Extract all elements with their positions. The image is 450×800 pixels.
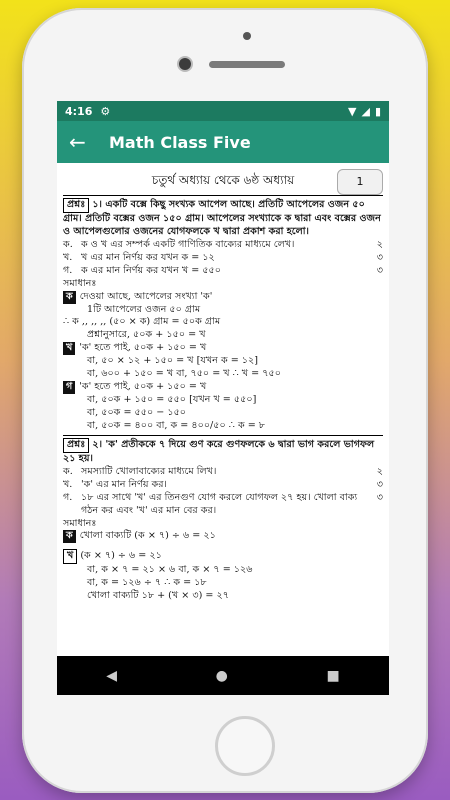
battery-icon: ▮ <box>374 104 381 118</box>
navigation-bar <box>57 656 389 695</box>
app-bar <box>57 121 389 163</box>
sensor-dot <box>243 32 251 40</box>
solution-line: বা, ৫০ × ১২ + ১৫০ = খ [যখন ক = ১২] <box>87 355 259 367</box>
solution-2-b <box>63 549 383 603</box>
status-time: 4:16 <box>65 104 93 118</box>
solution-line: খোলা বাক্যটি ১৮ + (খ × ৩) = ২৭ <box>87 590 229 602</box>
page-number-box[interactable] <box>337 169 383 195</box>
part-marks: ২ <box>376 238 383 250</box>
part-marks: ৩ <box>376 478 383 490</box>
chapter-header <box>63 169 383 191</box>
solution-line: বা, ৫০ক + ১৫০ = ৫৫০ [যখন খ = ৫৫০] <box>87 394 257 406</box>
part-marks: ৩ <box>376 491 383 503</box>
solution-line: বা, ক = ১২৬ ÷ ৭ ∴ ক = ১৮ <box>87 577 207 589</box>
part-marks: ৩ <box>376 251 383 263</box>
part-label: খ. <box>63 251 73 263</box>
solution-line: প্রশ্নানুসারে, ৫০ক + ১৫০ = খ <box>87 329 206 341</box>
solution-tag: ক <box>63 291 76 304</box>
question-2 <box>63 435 383 466</box>
wifi-icon: ▼ <box>348 104 357 118</box>
solution-line: 1টি আপেলের ওজন ৫০ গ্রাম <box>87 303 201 315</box>
question-1-parts <box>63 239 383 278</box>
part-label: গ. <box>63 264 73 276</box>
solution-2-a <box>63 530 383 543</box>
solution-line: 'ক' হতে পাই, ৫০ক + ১৫০ = খ <box>79 342 207 354</box>
solution-1-c <box>63 381 383 433</box>
solution-line: বা, ৫০ক = ৪০০ বা, ক = ৪০০/৫০ ∴ ক = ৮ <box>87 419 266 431</box>
screen <box>57 101 389 695</box>
app-title: Math Class Five <box>109 132 251 152</box>
document-page[interactable] <box>57 163 389 656</box>
earpiece-speaker <box>209 61 285 68</box>
question-part <box>63 479 383 492</box>
question-badge: প্রশ্নঃ <box>63 438 89 453</box>
front-camera <box>179 58 191 70</box>
question-part <box>63 492 383 518</box>
question-1-text: ১। একটি বক্সে কিছু সংখ্যক আপেল আছে। প্রতিটি আপেলের ওজন ৫০ গ্রাম। প্রতিটি বক্সের ওজন ১৫০ গ্রাম। আপেলের সংখ্যাকে ক দ্বারা এবং বক্সের ওজন ও আপেলগুলোর ওজনের যোগফলকে খ দ্বারা প্রকাশ করা হলো। <box>63 199 381 237</box>
signal-icon: ◢ <box>361 104 370 118</box>
part-label: গ. <box>63 491 73 503</box>
solution-line: 'ক' হতে পাই, ৫০ক + ১৫০ = খ <box>79 381 207 393</box>
question-badge: প্রশ্নঃ <box>63 198 89 213</box>
solution-line: বা, ক × ৭ = ২১ × ৬ বা, ক × ৭ = ১২৬ <box>87 564 253 576</box>
solution-label: সমাধানঃ <box>63 277 97 289</box>
solution-line: ∴ ক ,, ,, ,, (৫০ × ক) গ্রাম = ৫০ক গ্রাম <box>63 316 221 328</box>
part-marks: ২ <box>376 465 383 477</box>
solution-line: বা, ৫০ক = ৫৫০ − ১৫০ <box>87 407 187 418</box>
gear-icon: ⚙ <box>100 104 111 118</box>
part-text: ক ও খ এর সম্পর্ক একটি গাণিতিক বাক্যের মাধ্যমে লেখ। <box>81 238 295 250</box>
solution-1-b <box>63 342 383 381</box>
solution-tag: খ <box>63 549 77 564</box>
nav-recent-icon[interactable]: ■ <box>326 667 340 684</box>
part-label: ক. <box>63 465 73 477</box>
part-text: ক এর মান নির্ণয় কর যখন খ = ৫৫০ <box>81 264 222 276</box>
question-1 <box>63 195 383 239</box>
solution-line: (ক × ৭) ÷ ৬ = ২১ <box>80 550 162 562</box>
question-part <box>63 466 383 479</box>
question-part <box>63 252 383 265</box>
nav-back-icon[interactable]: ◀ <box>106 667 118 684</box>
home-button[interactable] <box>215 716 275 776</box>
part-marks: ৩ <box>376 264 383 276</box>
status-bar <box>57 101 389 121</box>
part-text: খ এর মান নির্ণয় কর যখন ক = ১২ <box>81 251 215 263</box>
part-text: সমস্যাটি খোলাবাক্যের মাধ্যমে লিখ। <box>81 465 217 477</box>
back-arrow-icon[interactable]: ← <box>69 130 86 154</box>
part-text: ১৮ এর সাথে 'খ' এর তিনগুণ যোগ করলে যোগফল ২৭ হয়। খোলা বাক্য গঠন কর এবং 'খ' এর মান বের কর। <box>81 491 358 516</box>
part-label: খ. <box>63 478 73 490</box>
solution-tag: গ <box>63 381 75 394</box>
question-part <box>63 239 383 252</box>
nav-home-icon[interactable]: ● <box>215 667 228 684</box>
page-number: 1 <box>356 174 364 188</box>
question-2-text: ২। 'ক' প্রতীককে ৭ দিয়ে গুণ করে গুণফলকে ৬ দ্বারা ভাগ করলে ভাগফল ২১ হয়। <box>63 438 375 464</box>
solution-label: সমাধানঃ <box>63 517 97 529</box>
solution-tag: ক <box>63 530 76 543</box>
solution-line: বা, ৬০০ + ১৫০ = খ বা, ৭৫০ = খ ∴ খ = ৭৫০ <box>87 368 281 380</box>
solution-line: দেওয়া আছে, আপেলের সংখ্যা 'ক' <box>79 290 213 302</box>
chapter-title: চতুর্থ অধ্যায় থেকে ৬ষ্ঠ অধ্যায় <box>151 172 295 187</box>
solution-1-a <box>63 291 383 343</box>
solution-tag: খ <box>63 342 75 355</box>
question-2-parts <box>63 466 383 518</box>
part-label: ক. <box>63 238 73 250</box>
solution-line: খোলা বাক্যটি (ক × ৭) ÷ ৬ = ২১ <box>79 530 216 542</box>
question-part <box>63 265 383 278</box>
part-text: 'ক' এর মান নির্ণয় কর। <box>81 478 167 490</box>
